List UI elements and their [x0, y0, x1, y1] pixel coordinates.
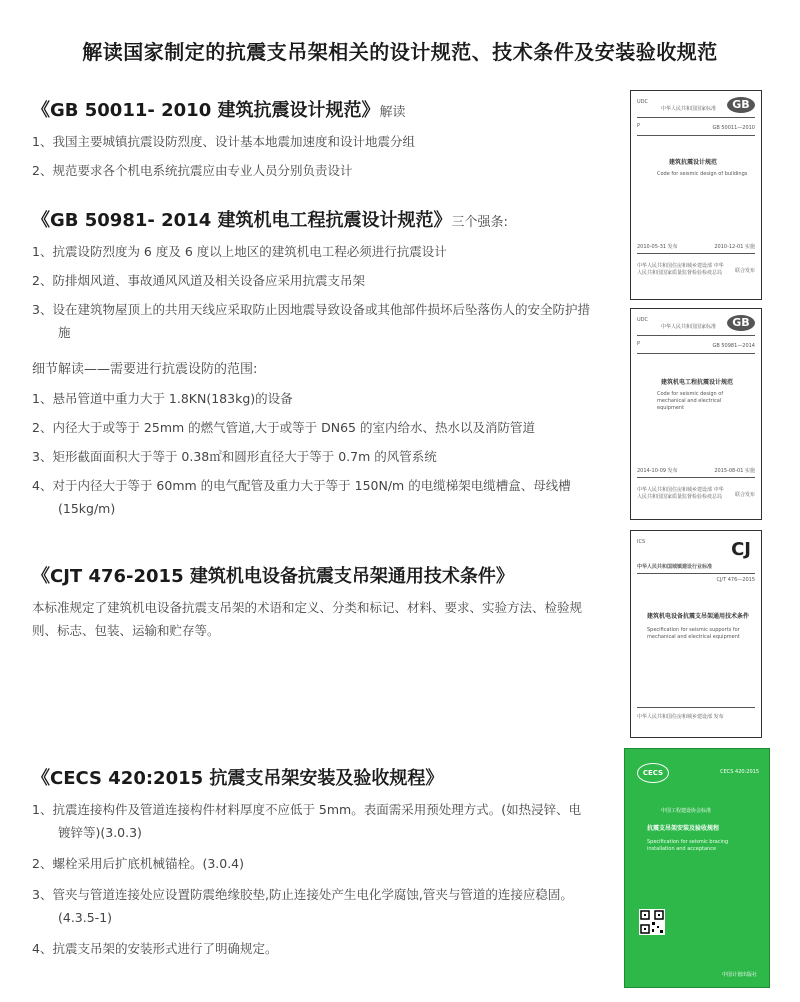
cover-joint: 联合发布 [734, 492, 755, 498]
cover-code: GB 50981—2014 [712, 343, 755, 349]
cover-impl-date: 2015-08-01 实施 [714, 468, 755, 474]
cover-cjt476: ICS CJ 中华人民共和国城镇建设行业标准 CJ/T 476—2015 建筑机电设备抗震支吊架通用技术条件 Specification for seismic supports for mechanical and electrical equipment 中华人民共和国住房和城乡建设部 发布 [630, 530, 762, 738]
list-item: 3、设在建筑物屋顶上的共用天线应采取防止因地震导致设备或其他部件损坏后坠落伤人的安全防护措施 [32, 302, 590, 340]
cover-title-en: Specification for seismic bracing installation and acceptance [647, 839, 729, 852]
cover-gb50981: UDC 中华人民共和国国家标准 GB P GB 50981—2014 建筑机电工程抗震设计规范 Code for seismic design of mechanical and electrical equipment 2014-10-09 发布 2015-08-01 实施 中华人民共和国住房和城乡建设部 中华人民共和国国家质量监督检验检疫总局 联合发布 [630, 308, 762, 520]
cover-publisher: 中华人民共和国住房和城乡建设部 中华人民共和国国家质量监督检验检疫总局 [637, 487, 724, 500]
cover-title: 建筑机电设备抗震支吊架通用技术条件 [647, 613, 750, 620]
cover-publisher: 中华人民共和国住房和城乡建设部 中华人民共和国国家质量监督检验检疫总局 [637, 263, 724, 276]
cover-issuer: 中国工程建设协会标准 [661, 808, 712, 814]
section-paragraph: 本标准规定了建筑机电设备抗震支吊架的术语和定义、分类和标记、材料、要求、实验方法、检验规则、标志、包装、运输和贮存等。 [32, 600, 583, 638]
list-item: 3、矩形截面面积大于等于 0.38㎡和圆形直径大于等于 0.7m 的风管系统 [32, 449, 437, 464]
list-item: 2、防排烟风道、事故通风风道及相关设备应采用抗震支吊架 [32, 273, 365, 288]
list-item: 3、管夹与管道连接处应设置防震绝缘胶垫,防止连接处产生电化学腐蚀,管夹与管道的连接应稳固。(4.3.5-1) [32, 887, 573, 925]
cover-joint: 联合发布 [734, 268, 755, 274]
heading-text: 《GB 50011- 2010 建筑抗震设计规范》 [32, 100, 380, 121]
list-item: 2、规范要求各个机电系统抗震应由专业人员分别负责设计 [32, 163, 353, 178]
list-item: 2、螺栓采用后扩底机械锚栓。(3.0.4) [32, 856, 245, 871]
cover-issuer: 中华人民共和国国家标准 [661, 324, 717, 330]
section-heading: 《CJT 476-2015 建筑机电设备抗震支吊架通用技术条件》 [32, 566, 514, 587]
section-heading [32, 96, 612, 122]
list-item: 4、抗震支吊架的安装形式进行了明确规定。 [32, 941, 278, 956]
cover-impl-date: 2010-12-01 实施 [714, 244, 755, 250]
section-heading [32, 206, 612, 232]
list-item: 1、抗震设防烈度为 6 度及 6 度以上地区的建筑机电工程必须进行抗震设计 [32, 244, 447, 259]
gb-logo: GB [727, 97, 755, 113]
cover-issuer: 中华人民共和国国家标准 [661, 106, 717, 112]
cover-issue-date: 2014-10-09 发布 [637, 468, 678, 474]
list-item: 2、内径大于或等于 25mm 的燃气管道,大于或等于 DN65 的室内给水、热水以及消防管道 [32, 420, 535, 435]
list-item: 1、我国主要城镇抗震设防烈度、设计基本地震加速度和设计地震分组 [32, 134, 415, 149]
qr-code-icon [639, 909, 665, 935]
section-gb50981 [32, 206, 612, 520]
cover-code: CJ/T 476—2015 [716, 577, 755, 583]
cover-publisher: 中华人民共和国住房和城乡建设部 发布 [637, 714, 724, 720]
cover-title-en: Code for seismic design of buildings [657, 171, 748, 177]
cover-title: 抗震支吊架安装及验收规程 [647, 825, 720, 832]
section-cecs420 [32, 764, 612, 960]
cover-publisher: 中国计划出版社 [721, 972, 757, 978]
heading-suffix: 解读 [379, 105, 406, 120]
cecs-logo: CECS [637, 763, 669, 783]
gb-logo: GB [727, 315, 755, 331]
section-heading: 《CECS 420:2015 抗震支吊架安装及验收规程》 [32, 768, 444, 789]
cover-issuer: 中华人民共和国城镇建设行业标准 [637, 564, 713, 570]
section-gb50011 [32, 96, 612, 182]
cover-title: 建筑抗震设计规范 [669, 159, 718, 166]
list-item: 1、悬吊管道中重力大于 1.8KN(183kg)的设备 [32, 391, 293, 406]
cover-title-en: Specification for seismic supports for mechanical and electrical equipment [647, 627, 740, 640]
list-item: 4、对于内径大于等于 60mm 的电气配管及重力大于等于 150N/m 的电缆梯架电缆槽盒、母线槽(15kg/m) [32, 478, 571, 516]
cover-issue-date: 2010-05-31 发布 [637, 244, 678, 250]
cover-title-en: Code for seismic design of mechanical and electrical equipment [657, 391, 724, 411]
detail-heading: 细节解读——需要进行抗震设防的范围: [32, 362, 258, 377]
cover-title: 建筑机电工程抗震设计规范 [661, 379, 734, 386]
cover-code: CECS 420:2015 [720, 769, 759, 775]
heading-suffix: 三个强条: [451, 215, 508, 230]
list-item: 1、抗震连接构件及管道连接构件材料厚度不应低于 5mm。表面需采用预处理方式。(如热浸锌、电镀锌等)(3.0.3) [32, 802, 582, 840]
cj-logo: CJ [731, 539, 751, 560]
heading-text: 《GB 50981- 2014 建筑机电工程抗震设计规范》 [32, 210, 452, 231]
cover-gb50011: UDC 中华人民共和国国家标准 GB P GB 50011—2010 建筑抗震设计规范 Code for seismic design of buildings 2010-05-31 发布 2010-12-01 实施 中华人民共和国住房和城乡建设部 中华人民共和国国家质量监督检验检疫总局 联合发布 [630, 90, 762, 300]
section-cjt476 [32, 562, 612, 642]
page-title: 解读国家制定的抗震支吊架相关的设计规范、技术条件及安装验收规范 [82, 40, 718, 64]
cover-cecs420 [624, 748, 770, 988]
cover-code: GB 50011—2010 [712, 125, 755, 131]
